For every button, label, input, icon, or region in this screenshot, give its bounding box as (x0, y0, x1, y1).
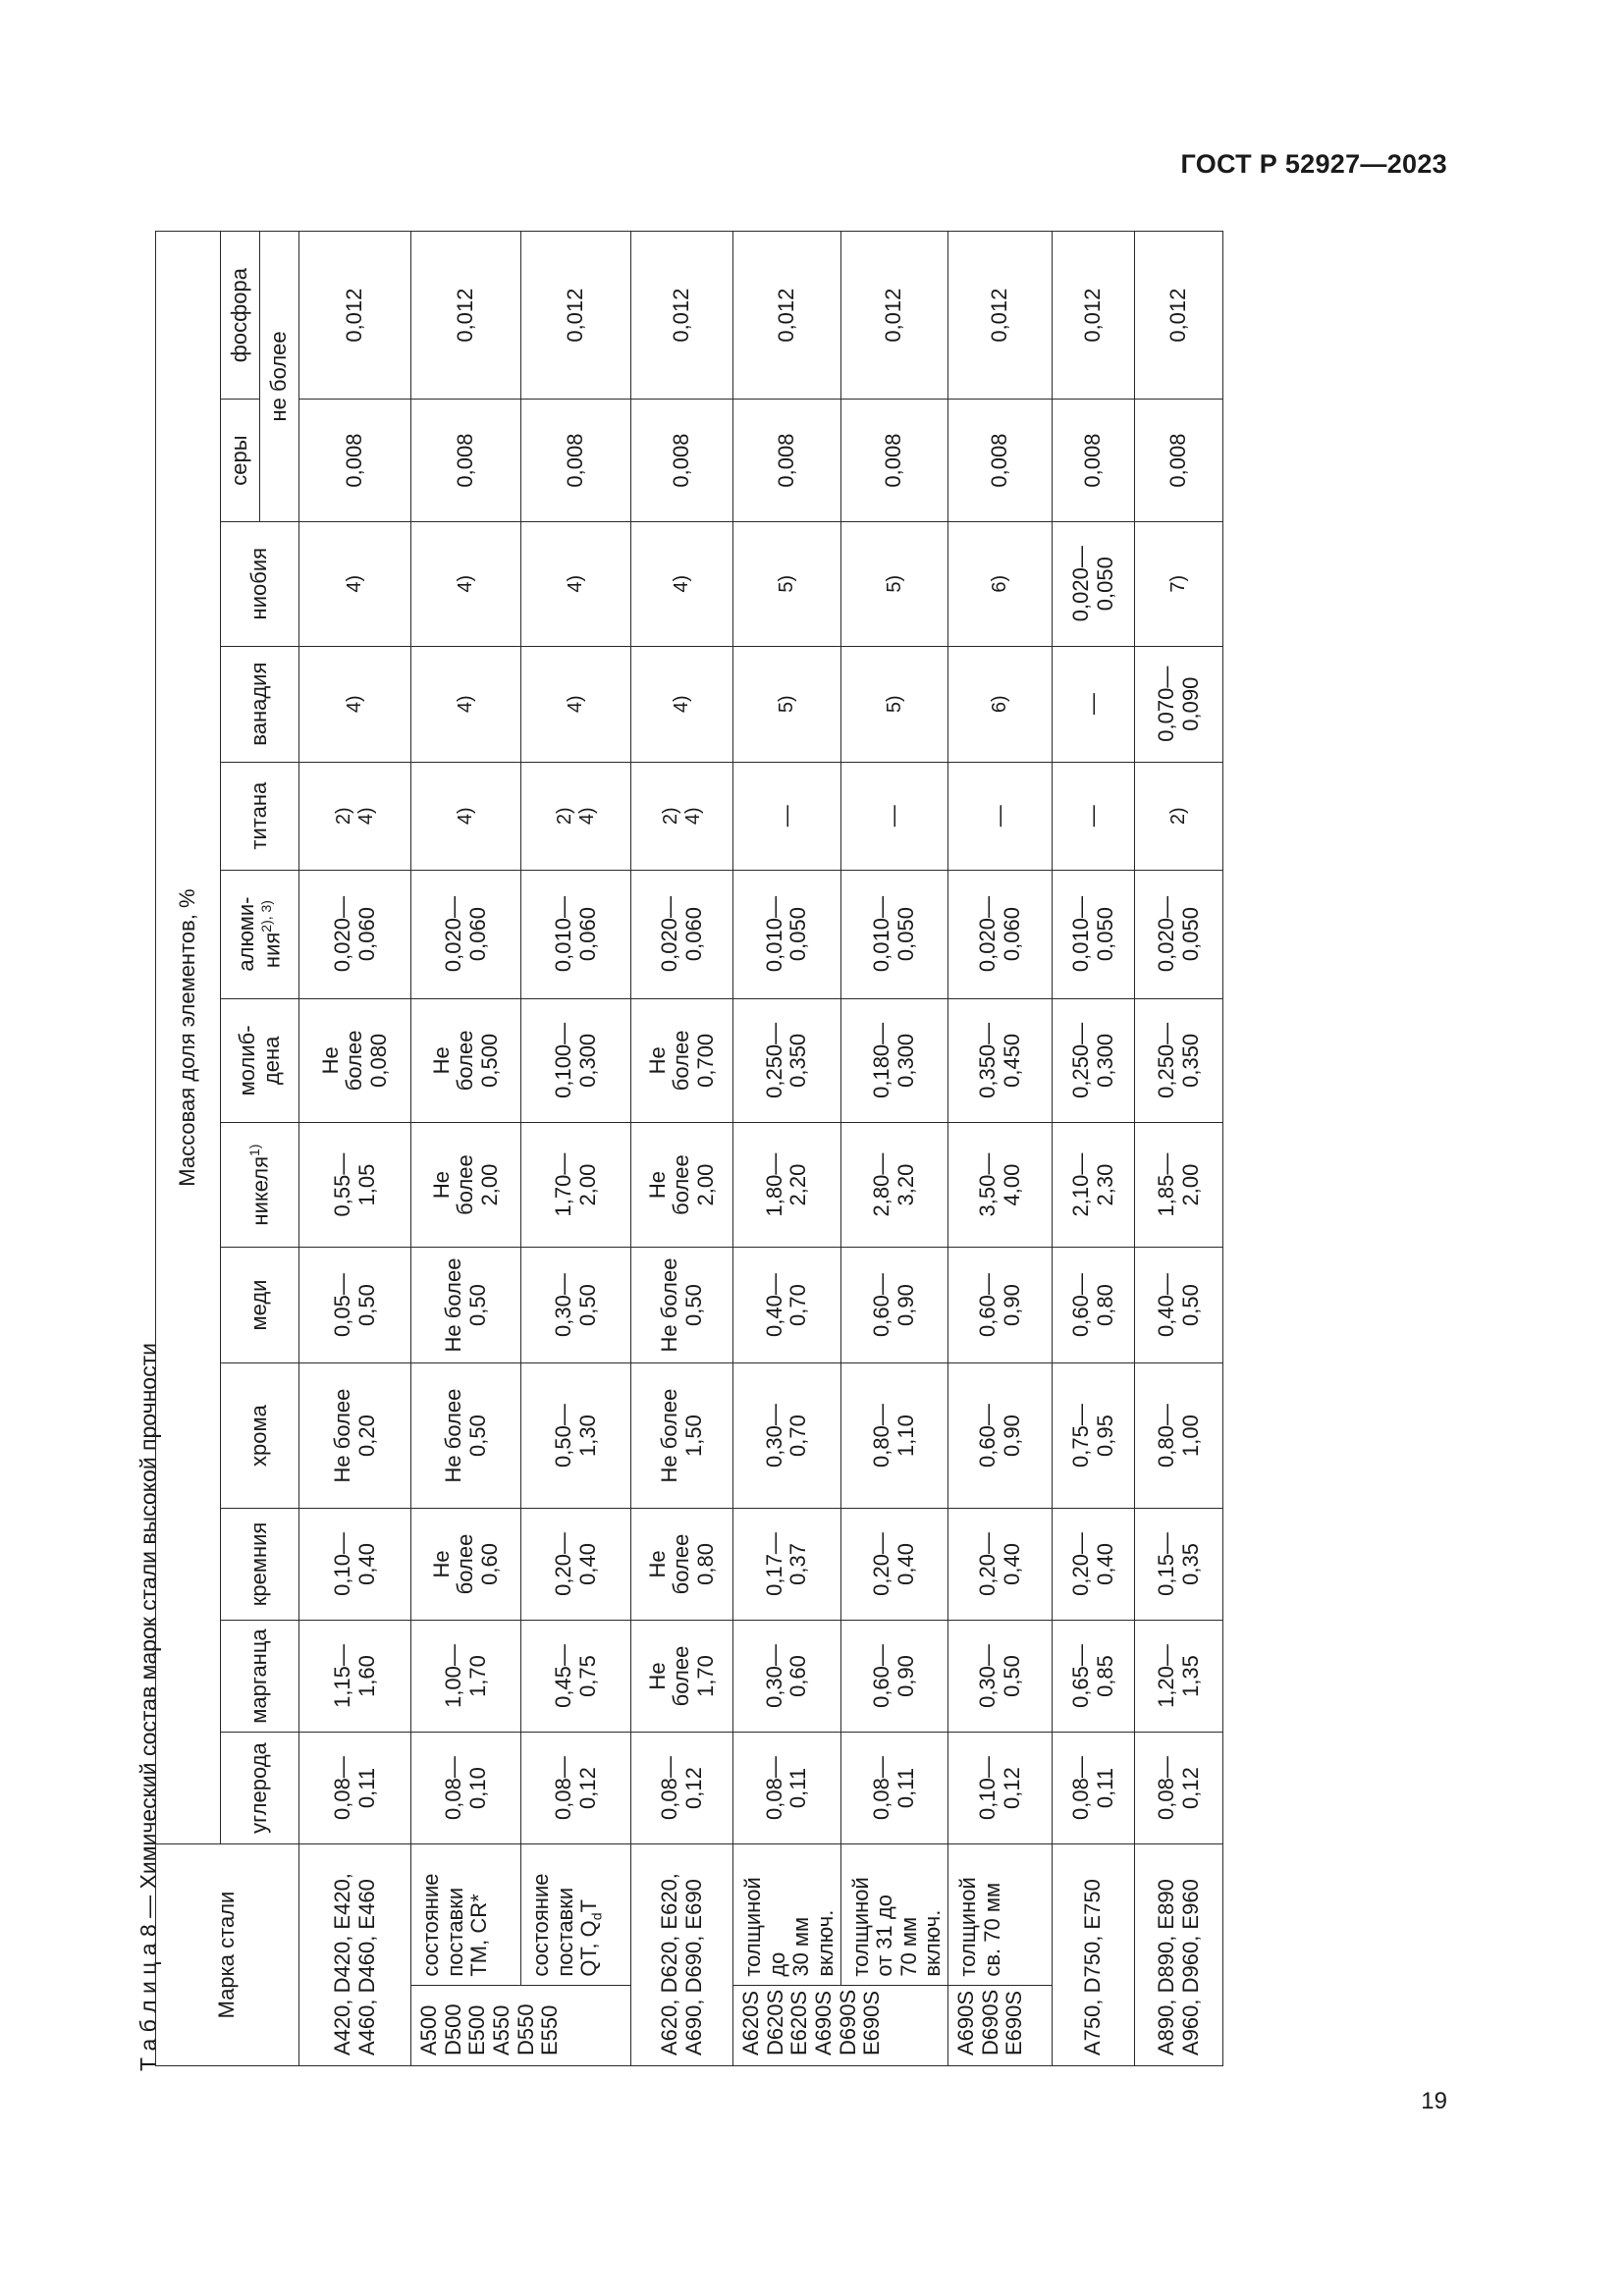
aluminium-cell: 0,010— 0,050 (1053, 870, 1135, 998)
vanadium-cell: 4) (411, 646, 521, 762)
molybdenum-cell: 0,100— 0,300 (521, 998, 631, 1123)
nickel-cell: 3,50— 4,00 (948, 1123, 1053, 1248)
header-molybdenum: молиб- дена (221, 998, 299, 1123)
vanadium-cell: 4) (299, 646, 411, 762)
vanadium-cell: 0,070— 0,090 (1135, 646, 1223, 762)
header-grade: Марка стали (156, 1844, 299, 2066)
header-silicon: кремния (221, 1508, 299, 1620)
vanadium-cell: — (1053, 646, 1135, 762)
silicon-cell: 0,10— 0,40 (299, 1508, 411, 1620)
header-aluminium-footnote: 2), 3) (257, 900, 274, 933)
niobium-cell: 5) (840, 521, 948, 646)
niobium-cell: 4) (521, 521, 631, 646)
manganese-cell: 0,30— 0,60 (733, 1620, 841, 1732)
copper-cell: 0,40— 0,70 (733, 1247, 841, 1362)
manganese-cell: Не более 1,70 (631, 1620, 733, 1732)
phosphorus-cell: 0,012 (1053, 232, 1135, 400)
phosphorus-cell: 0,012 (840, 232, 948, 400)
aluminium-cell: 0,020— 0,060 (631, 870, 733, 998)
table-row (1053, 232, 1135, 2066)
silicon-cell: 0,20— 0,40 (840, 1508, 948, 1620)
table-row (840, 232, 948, 2066)
niobium-cell: 4) (411, 521, 521, 646)
silicon-cell: 0,20— 0,40 (521, 1508, 631, 1620)
table-row (1135, 232, 1223, 2066)
molybdenum-cell: Не более 0,500 (411, 998, 521, 1123)
table-row (411, 232, 521, 2066)
table-row (733, 232, 841, 2066)
carbon-cell: 0,08— 0,11 (733, 1733, 841, 1844)
grade-cell: A620S D620S E620S A690S D690S E690S (733, 1985, 948, 2065)
thickness-cell: толщиной св. 70 мм (948, 1844, 1053, 1986)
aluminium-cell: 0,010— 0,060 (521, 870, 631, 998)
silicon-cell: 0,20— 0,40 (1053, 1508, 1135, 1620)
header-sulfur: серы (221, 400, 260, 522)
molybdenum-cell: 0,250— 0,350 (733, 998, 841, 1123)
niobium-cell: 4) (299, 521, 411, 646)
molybdenum-cell: Не более 0,700 (631, 998, 733, 1123)
header-niobium: ниобия (221, 521, 299, 646)
aluminium-cell: 0,010— 0,050 (733, 870, 841, 998)
grade-cell: A690S D690S E690S (948, 1985, 1053, 2065)
header-nickel-label: никеля (246, 1155, 272, 1226)
aluminium-cell: 0,020— 0,050 (1135, 870, 1223, 998)
header-aluminium (221, 870, 299, 998)
titanium-cell: — (948, 762, 1053, 870)
chromium-cell: 0,75— 0,95 (1053, 1363, 1135, 1509)
titanium-cell: — (1053, 762, 1135, 870)
vanadium-cell: 4) (521, 646, 631, 762)
phosphorus-cell: 0,012 (948, 232, 1053, 400)
carbon-cell: 0,08— 0,12 (631, 1733, 733, 1844)
aluminium-cell: 0,020— 0,060 (299, 870, 411, 998)
molybdenum-cell: 0,350— 0,450 (948, 998, 1053, 1123)
titanium-cell: 2) 4) (521, 762, 631, 870)
nickel-cell: 1,70— 2,00 (521, 1123, 631, 1248)
carbon-cell: 0,08— 0,11 (1053, 1733, 1135, 1844)
manganese-cell: 0,65— 0,85 (1053, 1620, 1135, 1732)
manganese-cell: 1,15— 1,60 (299, 1620, 411, 1732)
rotated-table-frame (155, 231, 1203, 2066)
table-row (521, 232, 631, 2066)
sulfur-cell: 0,008 (411, 400, 521, 522)
header-nickel-footnote: 1) (245, 1144, 262, 1156)
copper-cell: 0,60— 0,80 (1053, 1247, 1135, 1362)
silicon-cell: Не более 0,80 (631, 1508, 733, 1620)
table-caption: Т а б л и ц а 8 — Химический состав марок стали высокой прочности (135, 1343, 161, 2071)
header-mass-fraction: Массовая доля элементов, % (156, 232, 221, 1844)
phosphorus-cell: 0,012 (631, 232, 733, 400)
header-chromium: хрома (221, 1363, 299, 1509)
sulfur-cell: 0,008 (733, 400, 841, 522)
manganese-cell: 1,20— 1,35 (1135, 1620, 1223, 1732)
copper-cell: 0,05— 0,50 (299, 1247, 411, 1362)
molybdenum-cell: 0,250— 0,300 (1053, 998, 1135, 1123)
grade-cell: A620, D620, E620, A690, D690, E690 (631, 1844, 733, 2066)
chromium-cell: 0,60— 0,90 (948, 1363, 1053, 1509)
delivery-condition-cell: состояние поставки TM, CR* (411, 1844, 521, 1986)
nickel-cell: Не более 2,00 (631, 1123, 733, 1248)
header-nickel (221, 1123, 299, 1248)
header-max: не более (260, 232, 299, 522)
nickel-cell: 2,10— 2,30 (1053, 1123, 1135, 1248)
header-vanadium: ванадия (221, 646, 299, 762)
silicon-cell: 0,20— 0,40 (948, 1508, 1053, 1620)
sulfur-cell: 0,008 (1053, 400, 1135, 522)
sulfur-cell: 0,008 (840, 400, 948, 522)
niobium-cell: 6) (948, 521, 1053, 646)
chromium-cell: 0,80— 1,00 (1135, 1363, 1223, 1509)
manganese-cell: 0,60— 0,90 (840, 1620, 948, 1732)
chromium-cell: Не более 0,20 (299, 1363, 411, 1509)
grade-cell: A500 D500 E500 A550 D550 E550 (411, 1985, 631, 2065)
header-copper: меди (221, 1247, 299, 1362)
vanadium-cell: 4) (631, 646, 733, 762)
nickel-cell: 0,55— 1,05 (299, 1123, 411, 1248)
manganese-cell: 0,45— 0,75 (521, 1620, 631, 1732)
table-row (299, 232, 411, 2066)
carbon-cell: 0,08— 0,11 (299, 1733, 411, 1844)
carbon-cell: 0,10— 0,12 (948, 1733, 1053, 1844)
header-phosphorus: фосфора (221, 232, 260, 400)
chromium-cell: Не более 0,50 (411, 1363, 521, 1509)
table-row (631, 232, 733, 2066)
grade-cell: A890, D890, E890 A960, D960, E960 (1135, 1844, 1223, 2066)
aluminium-cell: 0,010— 0,050 (840, 870, 948, 998)
niobium-cell: 4) (631, 521, 733, 646)
chromium-cell: Не более 1,50 (631, 1363, 733, 1509)
copper-cell: 0,60— 0,90 (840, 1247, 948, 1362)
nickel-cell: Не более 2,00 (411, 1123, 521, 1248)
phosphorus-cell: 0,012 (733, 232, 841, 400)
molybdenum-cell: 0,180— 0,300 (840, 998, 948, 1123)
silicon-cell: Не более 0,60 (411, 1508, 521, 1620)
manganese-cell: 0,30— 0,50 (948, 1620, 1053, 1732)
sulfur-cell: 0,008 (631, 400, 733, 522)
titanium-cell: — (733, 762, 841, 870)
niobium-cell: 5) (733, 521, 841, 646)
phosphorus-cell: 0,012 (411, 232, 521, 400)
header-carbon: углерода (221, 1733, 299, 1844)
nickel-cell: 2,80— 3,20 (840, 1123, 948, 1248)
chromium-cell: 0,30— 0,70 (733, 1363, 841, 1509)
chromium-cell: 0,50— 1,30 (521, 1363, 631, 1509)
nickel-cell: 1,80— 2,20 (733, 1123, 841, 1248)
carbon-cell: 0,08— 0,11 (840, 1733, 948, 1844)
copper-cell: Не более 0,50 (631, 1247, 733, 1362)
delivery-condition-text: состояние поставки QT, Q (528, 1873, 602, 1977)
vanadium-cell: 5) (733, 646, 841, 762)
header-aluminium-label: алюми- ния (234, 896, 285, 972)
copper-cell: 0,40— 0,50 (1135, 1247, 1223, 1362)
sulfur-cell: 0,008 (1135, 400, 1223, 522)
manganese-cell: 1,00— 1,70 (411, 1620, 521, 1732)
copper-cell: 0,60— 0,90 (948, 1247, 1053, 1362)
vanadium-cell: 6) (948, 646, 1053, 762)
titanium-cell: — (840, 762, 948, 870)
carbon-cell: 0,08— 0,12 (1135, 1733, 1223, 1844)
phosphorus-cell: 0,012 (521, 232, 631, 400)
phosphorus-cell: 0,012 (1135, 232, 1223, 400)
nickel-cell: 1,85— 2,00 (1135, 1123, 1223, 1248)
molybdenum-cell: 0,250— 0,350 (1135, 998, 1223, 1123)
silicon-cell: 0,15— 0,35 (1135, 1508, 1223, 1620)
header-manganese: марганца (221, 1620, 299, 1732)
table-row (948, 232, 1053, 2066)
thickness-cell: толщиной до 30 мм включ. (733, 1844, 841, 1986)
delivery-condition-subscript: d (588, 1912, 605, 1921)
header-row-2 (221, 232, 260, 2066)
titanium-cell: 2) 4) (631, 762, 733, 870)
sulfur-cell: 0,008 (521, 400, 631, 522)
vanadium-cell: 5) (840, 646, 948, 762)
standard-code: ГОСТ Р 52927—2023 (1180, 149, 1447, 179)
sulfur-cell: 0,008 (948, 400, 1053, 522)
sulfur-cell: 0,008 (299, 400, 411, 522)
page-number: 19 (1421, 2088, 1447, 2114)
carbon-cell: 0,08— 0,12 (521, 1733, 631, 1844)
niobium-cell: 0,020— 0,050 (1053, 521, 1135, 646)
copper-cell: Не более 0,50 (411, 1247, 521, 1362)
delivery-condition-cell (521, 1844, 631, 1986)
molybdenum-cell: Не более 0,080 (299, 998, 411, 1123)
aluminium-cell: 0,020— 0,060 (411, 870, 521, 998)
phosphorus-cell: 0,012 (299, 232, 411, 400)
titanium-cell: 2) (1135, 762, 1223, 870)
grade-cell: A420, D420, E420, A460, D460, E460 (299, 1844, 411, 2066)
titanium-cell: 2) 4) (299, 762, 411, 870)
aluminium-cell: 0,020— 0,060 (948, 870, 1053, 998)
chemical-composition-table (155, 231, 1223, 2066)
delivery-condition-tail: T (576, 1898, 602, 1913)
header-titanium: титана (221, 762, 299, 870)
niobium-cell: 7) (1135, 521, 1223, 646)
carbon-cell: 0,08— 0,10 (411, 1733, 521, 1844)
grade-cell: A750, D750, E750 (1053, 1844, 1135, 2066)
chromium-cell: 0,80— 1,10 (840, 1363, 948, 1509)
header-row-1 (156, 232, 221, 2066)
copper-cell: 0,30— 0,50 (521, 1247, 631, 1362)
titanium-cell: 4) (411, 762, 521, 870)
silicon-cell: 0,17— 0,37 (733, 1508, 841, 1620)
thickness-cell: толщиной от 31 до 70 мм включ. (840, 1844, 948, 1986)
